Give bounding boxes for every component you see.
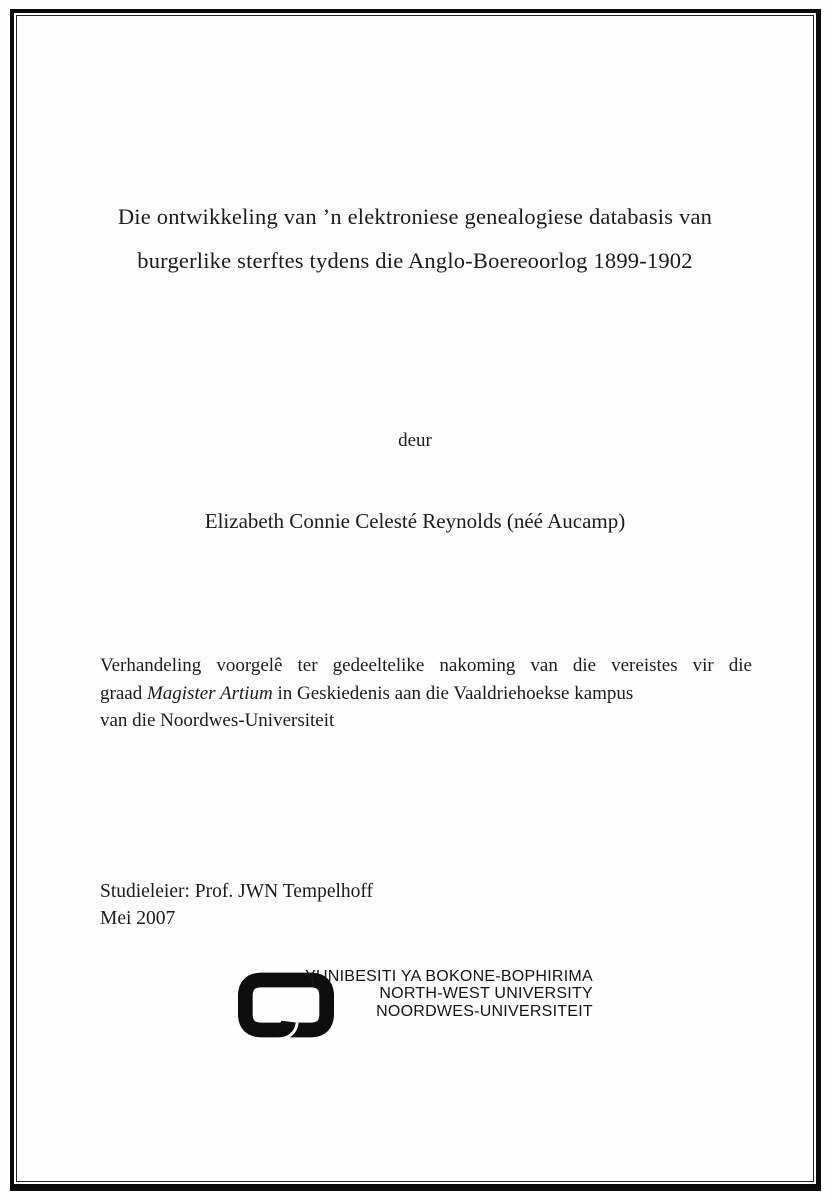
author-name: Elizabeth Connie Celesté Reynolds (néé Aucamp)	[204, 509, 626, 533]
date-line: Mei 2007	[100, 907, 176, 929]
declaration-line-2-prefix: graad	[100, 682, 147, 704]
thesis-title-line-1: Die ontwikkeling van ’n elektroniese genealogiese databasis van	[117, 204, 713, 229]
logo-text-setswana: YUNIBESITI YA BOKONE-BOPHIRIMA	[305, 967, 593, 985]
declaration-line-2-suffix: in Geskiedenis aan die Vaaldriehoekse kampus	[272, 682, 634, 704]
supervisor-and-date	[100, 878, 752, 932]
thesis-title-line-2: burgerlike sterftes tydens die Anglo-Boereoorlog 1899-1902	[137, 248, 693, 273]
declaration-line-2	[100, 680, 752, 708]
supervisor-line: Studieleier: Prof. JWN Tempelhoff	[100, 880, 374, 902]
byline-label: deur	[398, 430, 432, 451]
declaration-line-1: Verhandeling voorgelê ter gedeeltelike nakoming van die vereistes vir die	[100, 655, 752, 676]
university-logo-text	[305, 968, 593, 1021]
logo-text-english: NORTH-WEST UNIVERSITY	[379, 985, 593, 1002]
university-logo	[14, 965, 816, 1045]
declaration-line-3: van die Noordwes-Universiteit	[100, 710, 335, 731]
thesis-title	[14, 195, 816, 283]
degree-declaration	[100, 652, 752, 735]
logo-text-afrikaans: NOORDWES-UNIVERSITEIT	[376, 1002, 593, 1020]
degree-name: Magister Artium	[146, 682, 273, 704]
page-border-outer	[10, 9, 821, 1191]
page-content	[14, 13, 816, 1184]
